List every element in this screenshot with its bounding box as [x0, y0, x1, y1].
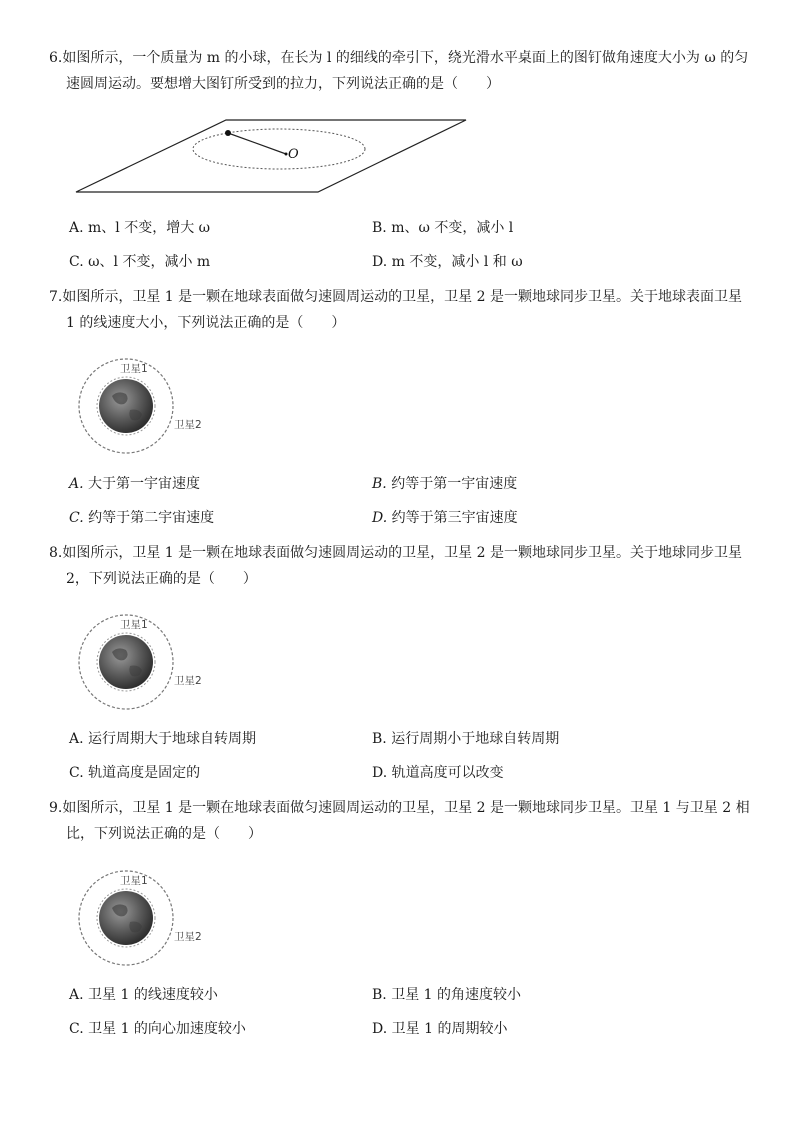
- option-label: B.: [372, 476, 387, 492]
- question-9-line-1: [49, 798, 750, 818]
- satellite-2-label: 卫星2: [174, 419, 202, 431]
- question-6-stem-1: 如图所示，一个质量为 m 的小球，在长为 l 的细线的牵引下，绕光滑水平桌面上的图钉做角速度大小为 ω 的匀: [62, 50, 749, 66]
- satellite-2-label: 卫星2: [174, 675, 202, 687]
- question-7-stem-1: 如图所示，卫星 1 是一颗在地球表面做匀速圆周运动的卫星，卫星 2 是一颗地球同步卫星。关于地球表面卫星: [62, 289, 742, 305]
- satellite-figure-8: [78, 608, 218, 716]
- ball-dot: [225, 130, 231, 136]
- option-7b: [372, 474, 517, 494]
- question-9-line-2: 比，下列说法正确的是（ ）: [66, 826, 262, 842]
- satellite-2-label: 卫星2: [174, 931, 202, 943]
- option-8a: [69, 729, 256, 749]
- option-6c: [69, 252, 210, 272]
- option-label: D.: [372, 1021, 388, 1037]
- option-9c: [69, 1019, 246, 1039]
- option-9b: [372, 985, 521, 1005]
- option-text: 卫星 1 的周期较小: [391, 1021, 508, 1037]
- question-8-number: 8.: [49, 545, 63, 561]
- option-text: 约等于第一宇宙速度: [391, 476, 518, 492]
- option-label: C.: [69, 1021, 84, 1037]
- earth-globe: [99, 379, 153, 433]
- option-label: D.: [372, 254, 388, 270]
- option-text: m 不变，减小 l 和 ω: [391, 254, 523, 270]
- option-label: B.: [372, 220, 387, 236]
- option-text: 轨道高度是固定的: [88, 765, 201, 781]
- option-text: 卫星 1 的角速度较小: [391, 987, 522, 1003]
- option-6b: [372, 218, 513, 238]
- option-text: 卫星 1 的线速度较小: [88, 987, 218, 1003]
- question-7-number: 7.: [49, 289, 63, 305]
- option-label: C.: [69, 765, 84, 781]
- question-8-line-1: [49, 543, 742, 563]
- option-text: m、l 不变，增大 ω: [88, 220, 211, 236]
- question-9-number: 9.: [49, 800, 63, 816]
- option-7a: [69, 474, 200, 494]
- satellite-1-label: 卫星1: [120, 875, 148, 887]
- question-7-line-1: [49, 287, 742, 307]
- earth-globe: [99, 891, 153, 945]
- option-text: ω、l 不变，减小 m: [88, 254, 211, 270]
- table-surface: [76, 120, 466, 192]
- option-label: C.: [69, 254, 84, 270]
- option-label: A.: [69, 987, 84, 1003]
- string-line: [228, 133, 286, 154]
- option-label: B.: [372, 987, 387, 1003]
- option-text: 约等于第二宇宙速度: [88, 510, 215, 526]
- option-6a: [69, 218, 210, 238]
- option-8d: [372, 763, 504, 783]
- option-label: A.: [69, 731, 84, 747]
- option-text: 约等于第三宇宙速度: [391, 510, 518, 526]
- earth-globe: [99, 635, 153, 689]
- question-6-line-2: 速圆周运动。要想增大图钉所受到的拉力，下列说法正确的是（ ）: [66, 76, 500, 92]
- satellite-figure-7: [78, 352, 218, 460]
- pin-table-figure: [74, 116, 470, 196]
- option-text: 轨道高度可以改变: [391, 765, 504, 781]
- option-label: C.: [69, 510, 84, 526]
- option-label: D.: [372, 765, 388, 781]
- question-6-line-1: [49, 48, 748, 68]
- option-text: 大于第一宇宙速度: [88, 476, 201, 492]
- option-text: 运行周期小于地球自转周期: [391, 731, 560, 747]
- option-7c: [69, 508, 214, 528]
- question-6-number: 6.: [49, 50, 63, 66]
- option-9d: [372, 1019, 507, 1039]
- question-7-line-2: 1 的线速度大小，下列说法正确的是（ ）: [66, 315, 346, 331]
- option-8b: [372, 729, 559, 749]
- option-6d: [372, 252, 523, 272]
- satellite-figure-9: [78, 864, 218, 972]
- option-label: A.: [69, 476, 84, 492]
- option-label: A.: [69, 220, 84, 236]
- question-9-stem-1: 如图所示，卫星 1 是一颗在地球表面做匀速圆周运动的卫星，卫星 2 是一颗地球同步卫星。卫星 1 与卫星 2 相: [62, 800, 750, 816]
- option-8c: [69, 763, 200, 783]
- question-8-stem-1: 如图所示，卫星 1 是一颗在地球表面做匀速圆周运动的卫星，卫星 2 是一颗地球同步卫星。关于地球同步卫星: [62, 545, 742, 561]
- option-text: 运行周期大于地球自转周期: [88, 731, 257, 747]
- option-label: D.: [372, 510, 388, 526]
- option-9a: [69, 985, 218, 1005]
- question-8-line-2: 2，下列说法正确的是（ ）: [66, 571, 257, 587]
- option-text: 卫星 1 的向心加速度较小: [88, 1021, 246, 1037]
- satellite-1-label: 卫星1: [120, 363, 148, 375]
- option-text: m、ω 不变，减小 l: [391, 220, 514, 236]
- circular-path: [193, 129, 365, 169]
- pin-label: O: [288, 147, 299, 162]
- option-label: B.: [372, 731, 387, 747]
- satellite-1-label: 卫星1: [120, 619, 148, 631]
- option-7d: [372, 508, 518, 528]
